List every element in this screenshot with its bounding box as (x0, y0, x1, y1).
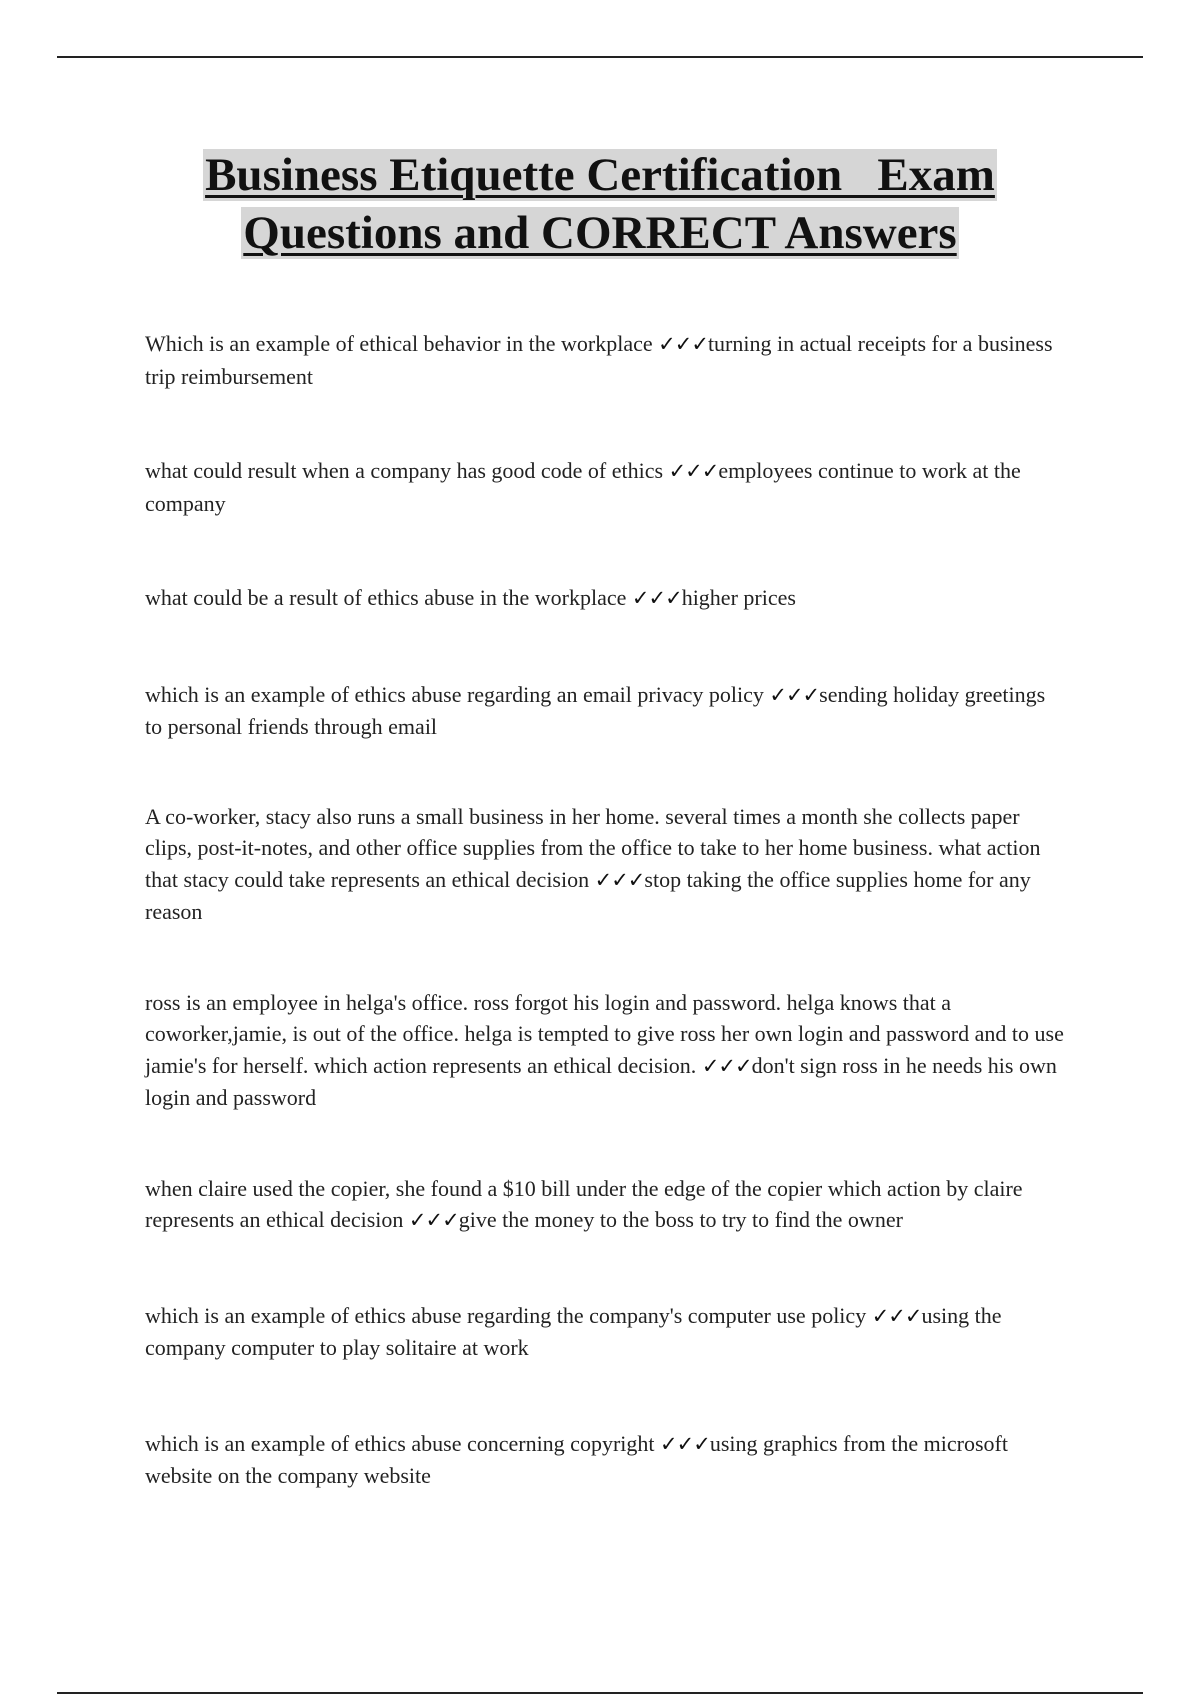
answer-text: sending holiday greetings to personal friends through email (145, 681, 1046, 739)
answer-text: don't sign ross in he needs his own login and password (145, 1052, 1057, 1110)
question-text: Which is an example of ethical behavior in the workplace (145, 331, 659, 356)
question-text: which is an example of ethics abuse regarding the company's computer use policy (145, 1302, 872, 1328)
qa-item (145, 582, 1065, 615)
document-title (100, 146, 1100, 262)
answer-text: higher prices (681, 585, 796, 610)
question-text: when claire used the copier, she found a $10 bill under the edge of the copier which action by claire represents an ethical decision (145, 1175, 1023, 1232)
qa-item (145, 1300, 1065, 1364)
top-rule (57, 56, 1143, 58)
title-line-2: Questions and CORRECT Answers (243, 207, 957, 259)
answer-text: turning in actual receipts for a business trip reimbursement (145, 331, 1053, 389)
answer-text: using the company computer to play solitaire at work (145, 1302, 1002, 1360)
checkmark-icon: ✓✓✓ (660, 1431, 710, 1456)
title-line-1: Business Etiquette Certification Exam (205, 149, 995, 201)
checkmark-icon: ✓✓✓ (701, 1053, 752, 1078)
qa-item (145, 455, 1065, 519)
question-text: what could be a result of ethics abuse in the workplace (145, 585, 632, 610)
answer-text: using graphics from the microsoft website on the company website (145, 1430, 1008, 1488)
checkmark-icon: ✓✓✓ (408, 1208, 459, 1232)
qa-item (145, 1428, 1065, 1492)
qa-item (145, 1173, 1065, 1237)
answer-text: give the money to the boss to try to find the owner (458, 1207, 903, 1232)
answer-text: employees continue to work at the company (145, 458, 1021, 516)
question-text: which is an example of ethics abuse concerning copyright (145, 1430, 661, 1456)
qa-list (145, 328, 1065, 1492)
checkmark-icon: ✓✓✓ (769, 682, 820, 707)
checkmark-icon: ✓✓✓ (658, 332, 708, 356)
qa-item (145, 679, 1065, 743)
answer-text: stop taking the office supplies home for any reason (145, 866, 1031, 924)
checkmark-icon: ✓✓✓ (871, 1303, 922, 1328)
checkmark-icon: ✓✓✓ (631, 586, 682, 610)
bottom-rule (57, 1692, 1143, 1694)
qa-item (145, 987, 1065, 1114)
question-text: A co-worker, stacy also runs a small business in her home. several times a month she collects paper clips, post-it-notes, and other office supplies from the office to take to her home business. what action that stacy could take represents an ethical decision (145, 803, 1041, 892)
question-text: what could result when a company has good code of ethics (145, 458, 669, 483)
question-text: which is an example of ethics abuse regarding an email privacy policy (145, 681, 770, 707)
checkmark-icon: ✓✓✓ (594, 867, 645, 892)
qa-item (145, 328, 1065, 392)
question-text: ross is an employee in helga's office. ross forgot his login and password. helga knows that a coworker,jamie, is out of the office. helga is tempted to give ross her own login and password and to use jamie's for herself. which action represents an ethical decision. (145, 989, 1064, 1078)
qa-item (145, 801, 1065, 928)
checkmark-icon: ✓✓✓ (668, 459, 719, 483)
